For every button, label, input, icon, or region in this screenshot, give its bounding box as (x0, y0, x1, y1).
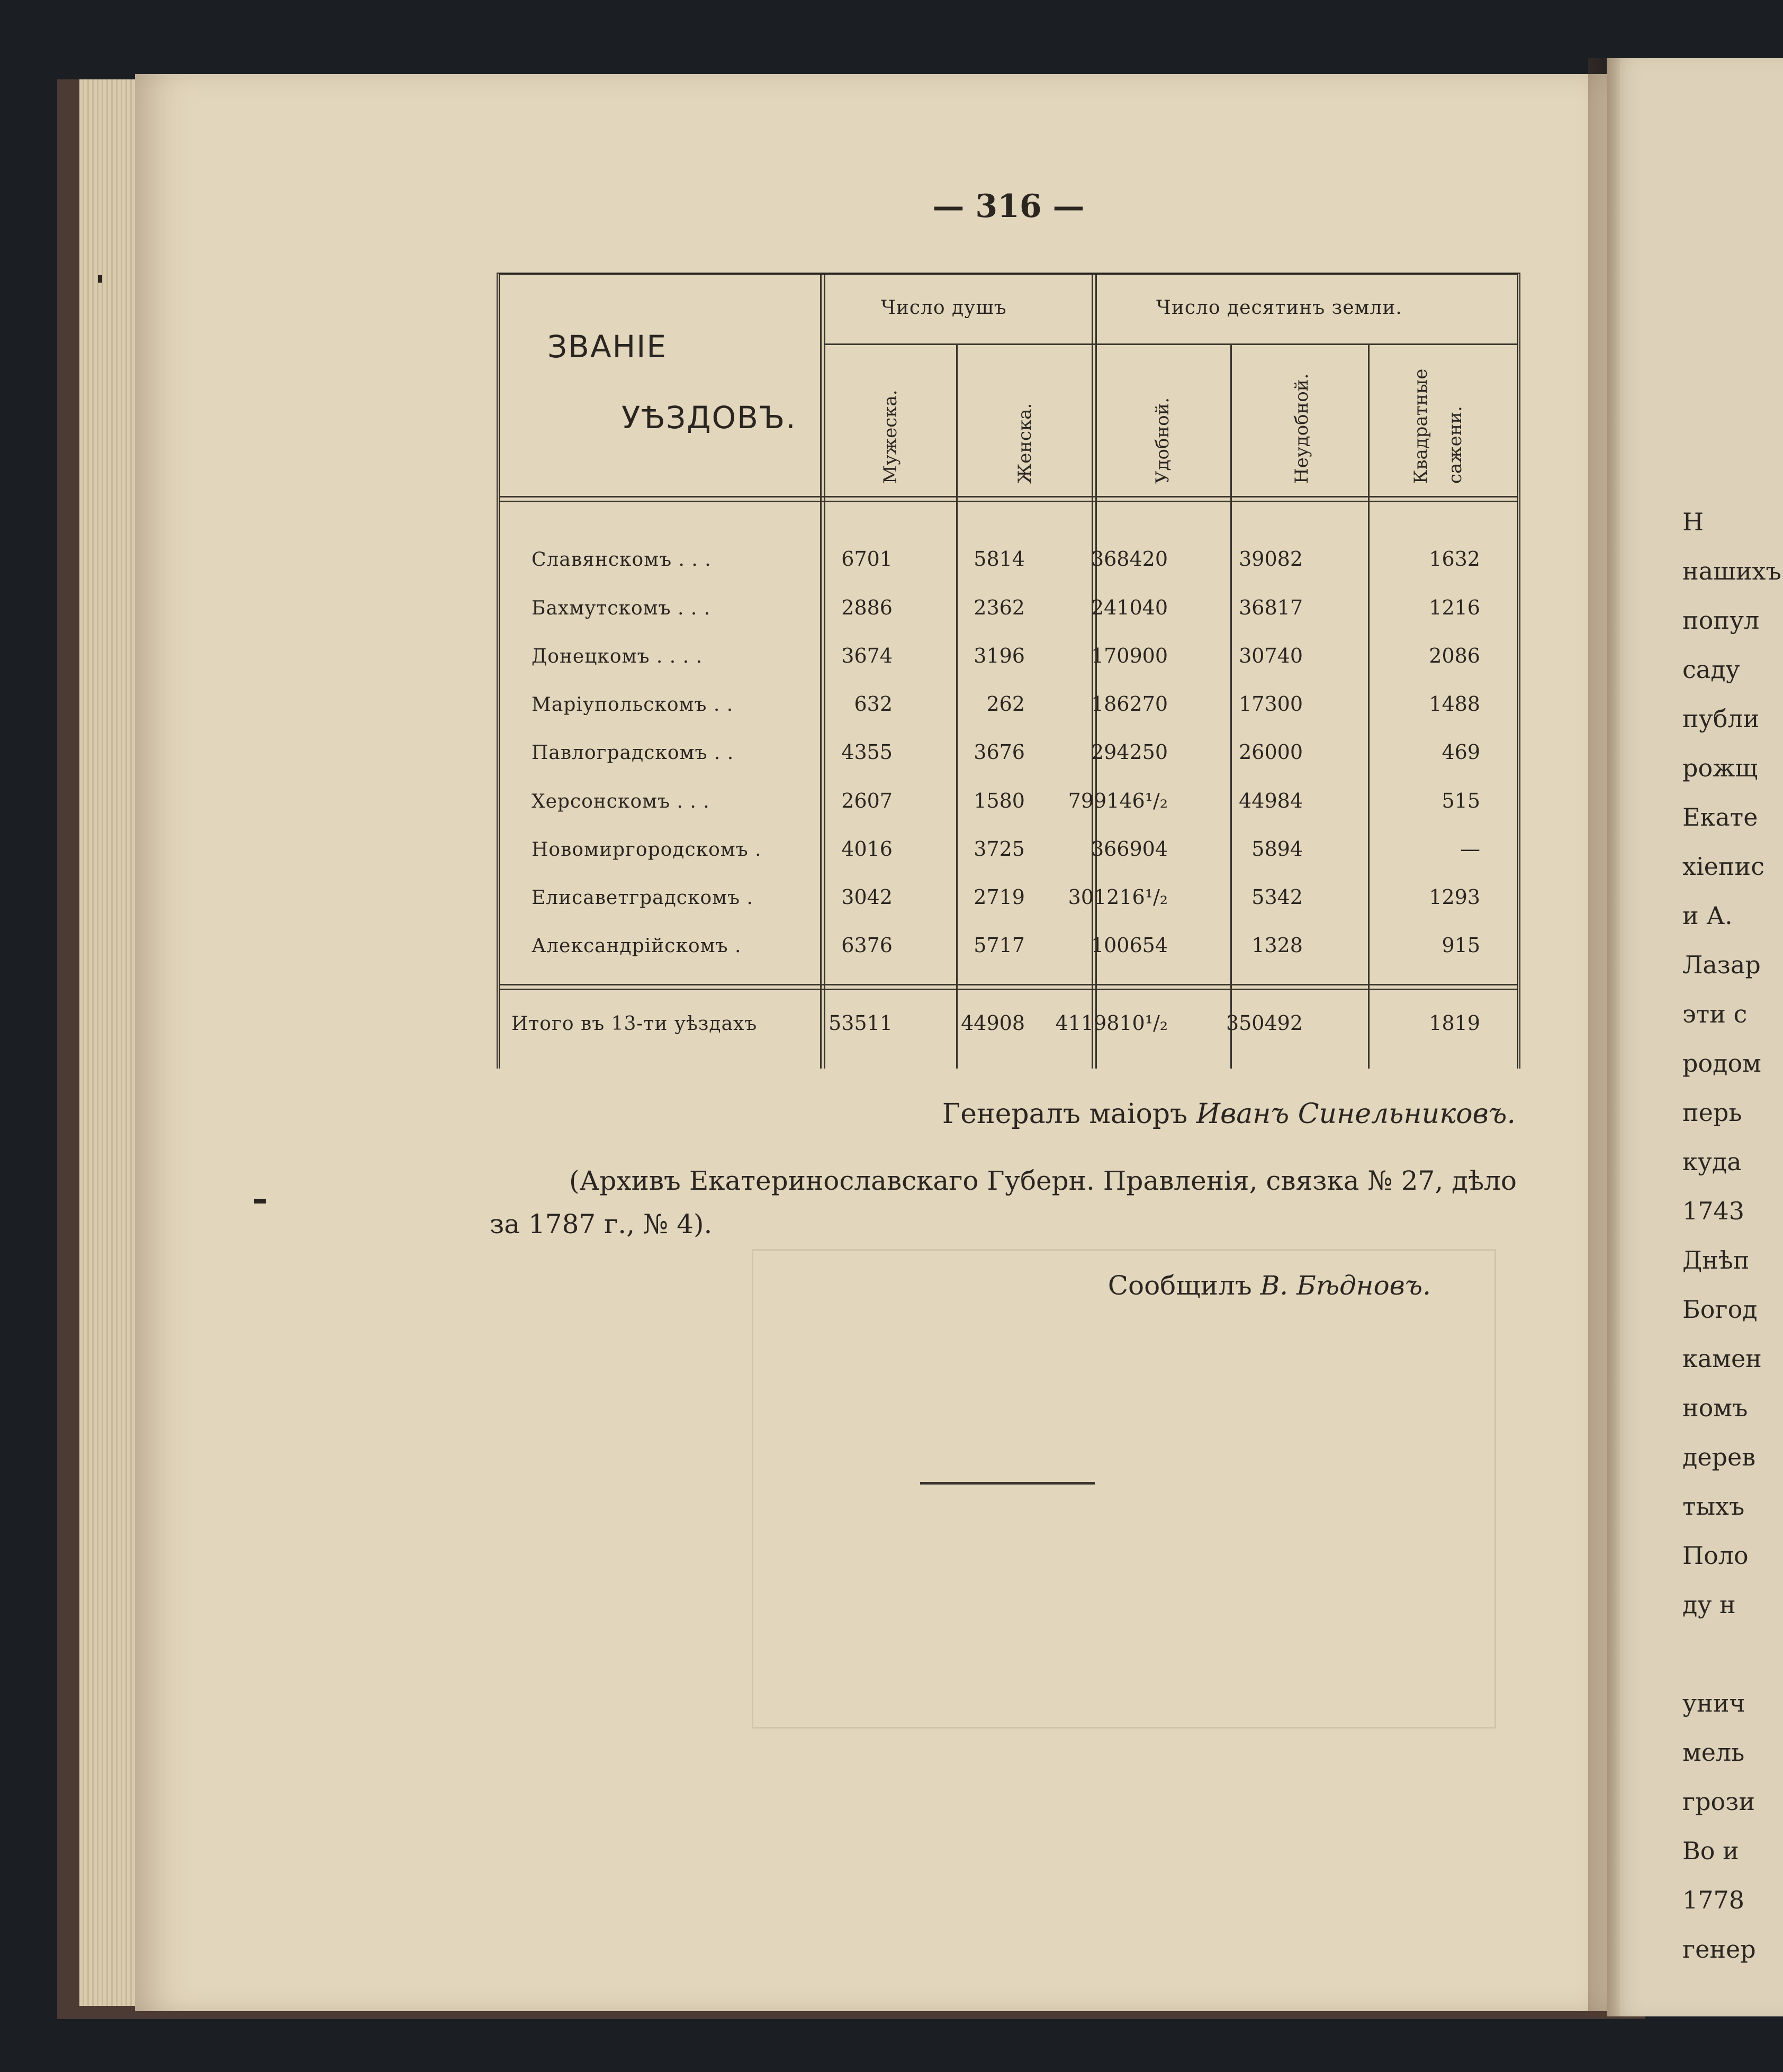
cell-female: 3676 (974, 740, 1025, 764)
cell-usable: 799146¹/₂ (1068, 789, 1168, 812)
cell-male: 4355 (841, 740, 893, 764)
signature-name: Иванъ Синельниковъ. (1196, 1098, 1516, 1130)
right-line: камен (1682, 1344, 1762, 1373)
signature-line (942, 1098, 1516, 1130)
cell-sq: 1632 (1429, 547, 1480, 571)
right-line: Поло (1682, 1541, 1749, 1570)
group-header-land: Число десятинъ земли. (1156, 297, 1402, 319)
cell-unusable: 5342 (1251, 885, 1303, 909)
end-rule (920, 1482, 1095, 1485)
signature-prefix: Генералъ маіоръ (942, 1098, 1188, 1130)
cell-male: 3674 (841, 644, 893, 667)
cell-sq: 1216 (1429, 596, 1480, 619)
column-rule (1368, 343, 1370, 1069)
col-header-square-sazhen: Квадратные (1410, 368, 1431, 484)
book-gutter (1588, 58, 1620, 2016)
cell-sq: 915 (1442, 934, 1480, 957)
right-line: хіепис (1682, 852, 1764, 881)
cell-male: 6376 (841, 934, 893, 957)
cell-usable: 186270 (1091, 692, 1168, 716)
right-line: грози (1682, 1787, 1755, 1816)
cell-male: 6701 (841, 547, 893, 571)
total-rule (500, 984, 1517, 990)
cell-usable: 241040 (1091, 596, 1168, 619)
archive-note: (Архивъ Екатеринославскаго Губерн. Правленія, связка № 27, дѣло за 1787 г., № 4). (490, 1165, 1517, 1239)
cell-sq: 1488 (1429, 692, 1480, 716)
col-header-usable: Удобной. (1152, 397, 1173, 484)
cell-female: 2362 (974, 596, 1025, 619)
cell-male: 3042 (841, 885, 893, 909)
row-district-name: Херсонскомъ . . . (532, 791, 710, 812)
right-line: нашихъ (1682, 557, 1781, 585)
right-line: саду (1682, 655, 1740, 684)
cell-female: 2719 (974, 885, 1025, 909)
cell-usable: 294250 (1091, 740, 1168, 764)
ink-spot (254, 1199, 266, 1204)
right-page-text (1682, 497, 1783, 1974)
cell-male: 2886 (841, 596, 893, 619)
total-label: Итого въ 13-ти уѣздахъ (511, 1013, 758, 1035)
cell-sq: 515 (1442, 789, 1480, 812)
column-rule (820, 275, 822, 1069)
right-line: попул (1682, 606, 1760, 635)
total-unusable: 350492 (1226, 1011, 1303, 1035)
right-line: 1778 (1682, 1886, 1745, 1914)
right-line: рожщ (1682, 754, 1758, 782)
reported-by-line (1108, 1270, 1431, 1301)
right-line: тыхъ (1682, 1492, 1745, 1521)
cell-female: 5717 (974, 934, 1025, 957)
cell-usable: 368420 (1091, 547, 1168, 571)
cell-female: 3725 (974, 837, 1025, 861)
right-line: генер (1682, 1935, 1756, 1964)
cell-sq: — (1460, 837, 1480, 861)
right-line: перь (1682, 1098, 1742, 1127)
cell-unusable: 26000 (1239, 740, 1303, 764)
col-header-square-sazhen-2: сажени. (1445, 406, 1466, 484)
cell-male: 2607 (841, 789, 893, 812)
group-header-souls: Число душъ (881, 297, 1007, 319)
right-line: Богод (1682, 1295, 1758, 1324)
cell-unusable: 17300 (1239, 692, 1303, 716)
cell-unusable: 44984 (1239, 789, 1303, 812)
cell-usable: 366904 (1091, 837, 1168, 861)
right-line: родом (1682, 1049, 1761, 1078)
right-line: Во и (1682, 1836, 1739, 1865)
cell-female: 5814 (974, 547, 1025, 571)
right-line: дерев (1682, 1443, 1756, 1471)
right-line: ду н (1682, 1590, 1736, 1619)
cell-sq: 2086 (1429, 644, 1480, 667)
right-line: унич (1682, 1689, 1745, 1717)
reported-name: В. Бѣдновъ. (1260, 1270, 1431, 1301)
right-line: куда (1682, 1147, 1742, 1176)
right-line: мель (1682, 1738, 1745, 1767)
reported-prefix: Сообщилъ (1107, 1270, 1252, 1301)
cell-male: 632 (854, 692, 893, 716)
cell-female: 1580 (974, 789, 1025, 812)
cell-unusable: 5894 (1251, 837, 1303, 861)
bleed-through-table (752, 1249, 1496, 1729)
cell-unusable: 1328 (1251, 934, 1303, 957)
page-number: — 316 — (932, 188, 1085, 225)
right-line: 1743 (1682, 1197, 1745, 1225)
cell-female: 3196 (974, 644, 1025, 667)
district-table (497, 273, 1520, 1069)
right-line: Екате (1682, 803, 1758, 831)
row-district-name: Александрійскомъ . (532, 935, 742, 957)
header-rule (824, 343, 1517, 345)
cell-unusable: 39082 (1239, 547, 1303, 571)
cell-usable: 100654 (1091, 934, 1168, 957)
row-district-name: Новомиргородскомъ . (532, 839, 762, 861)
total-usable: 4119810¹/₂ (1055, 1011, 1168, 1035)
cell-female: 262 (986, 692, 1025, 716)
col-header-unusable: Неудобной. (1291, 373, 1312, 484)
right-line: публи (1682, 704, 1760, 733)
col-header-male: Мужеска. (880, 390, 901, 484)
right-line: Н (1682, 508, 1704, 536)
row-district-name: Бахмутскомъ . . . (532, 598, 711, 619)
cell-usable: 301216¹/₂ (1068, 885, 1168, 909)
row-district-name: Павлоградскомъ . . (532, 742, 734, 764)
right-line: эти с (1682, 1000, 1748, 1028)
total-female: 44908 (961, 1011, 1025, 1035)
table-title-line2: УѢЗДОВЪ. (622, 400, 797, 436)
cell-unusable: 30740 (1239, 644, 1303, 667)
table-title-line1: ЗВАНІЕ (547, 329, 668, 365)
cell-sq: 469 (1442, 740, 1480, 764)
cell-usable: 170900 (1091, 644, 1168, 667)
row-district-name: Елисаветградскомъ . (532, 887, 753, 909)
column-rule (1230, 343, 1232, 1069)
column-rule (956, 343, 958, 1069)
ink-spot (98, 275, 102, 283)
right-line: Лазар (1682, 951, 1761, 979)
col-header-female: Женска. (1014, 403, 1035, 484)
row-district-name: Славянскомъ . . . (532, 549, 712, 571)
row-district-name: Донецкомъ . . . . (532, 646, 703, 667)
right-line: и А. (1682, 901, 1733, 930)
column-rule (824, 275, 825, 1069)
total-sq: 1819 (1429, 1011, 1480, 1035)
row-district-name: Маріупольскомъ . . (532, 694, 734, 716)
header-bottom-rule (500, 496, 1517, 502)
right-line: номъ (1682, 1394, 1748, 1422)
cell-sq: 1293 (1429, 885, 1480, 909)
cell-male: 4016 (841, 837, 893, 861)
cell-unusable: 36817 (1239, 596, 1303, 619)
right-line (1682, 1630, 1783, 1679)
right-line: Днѣп (1682, 1246, 1750, 1274)
total-male: 53511 (829, 1011, 893, 1035)
